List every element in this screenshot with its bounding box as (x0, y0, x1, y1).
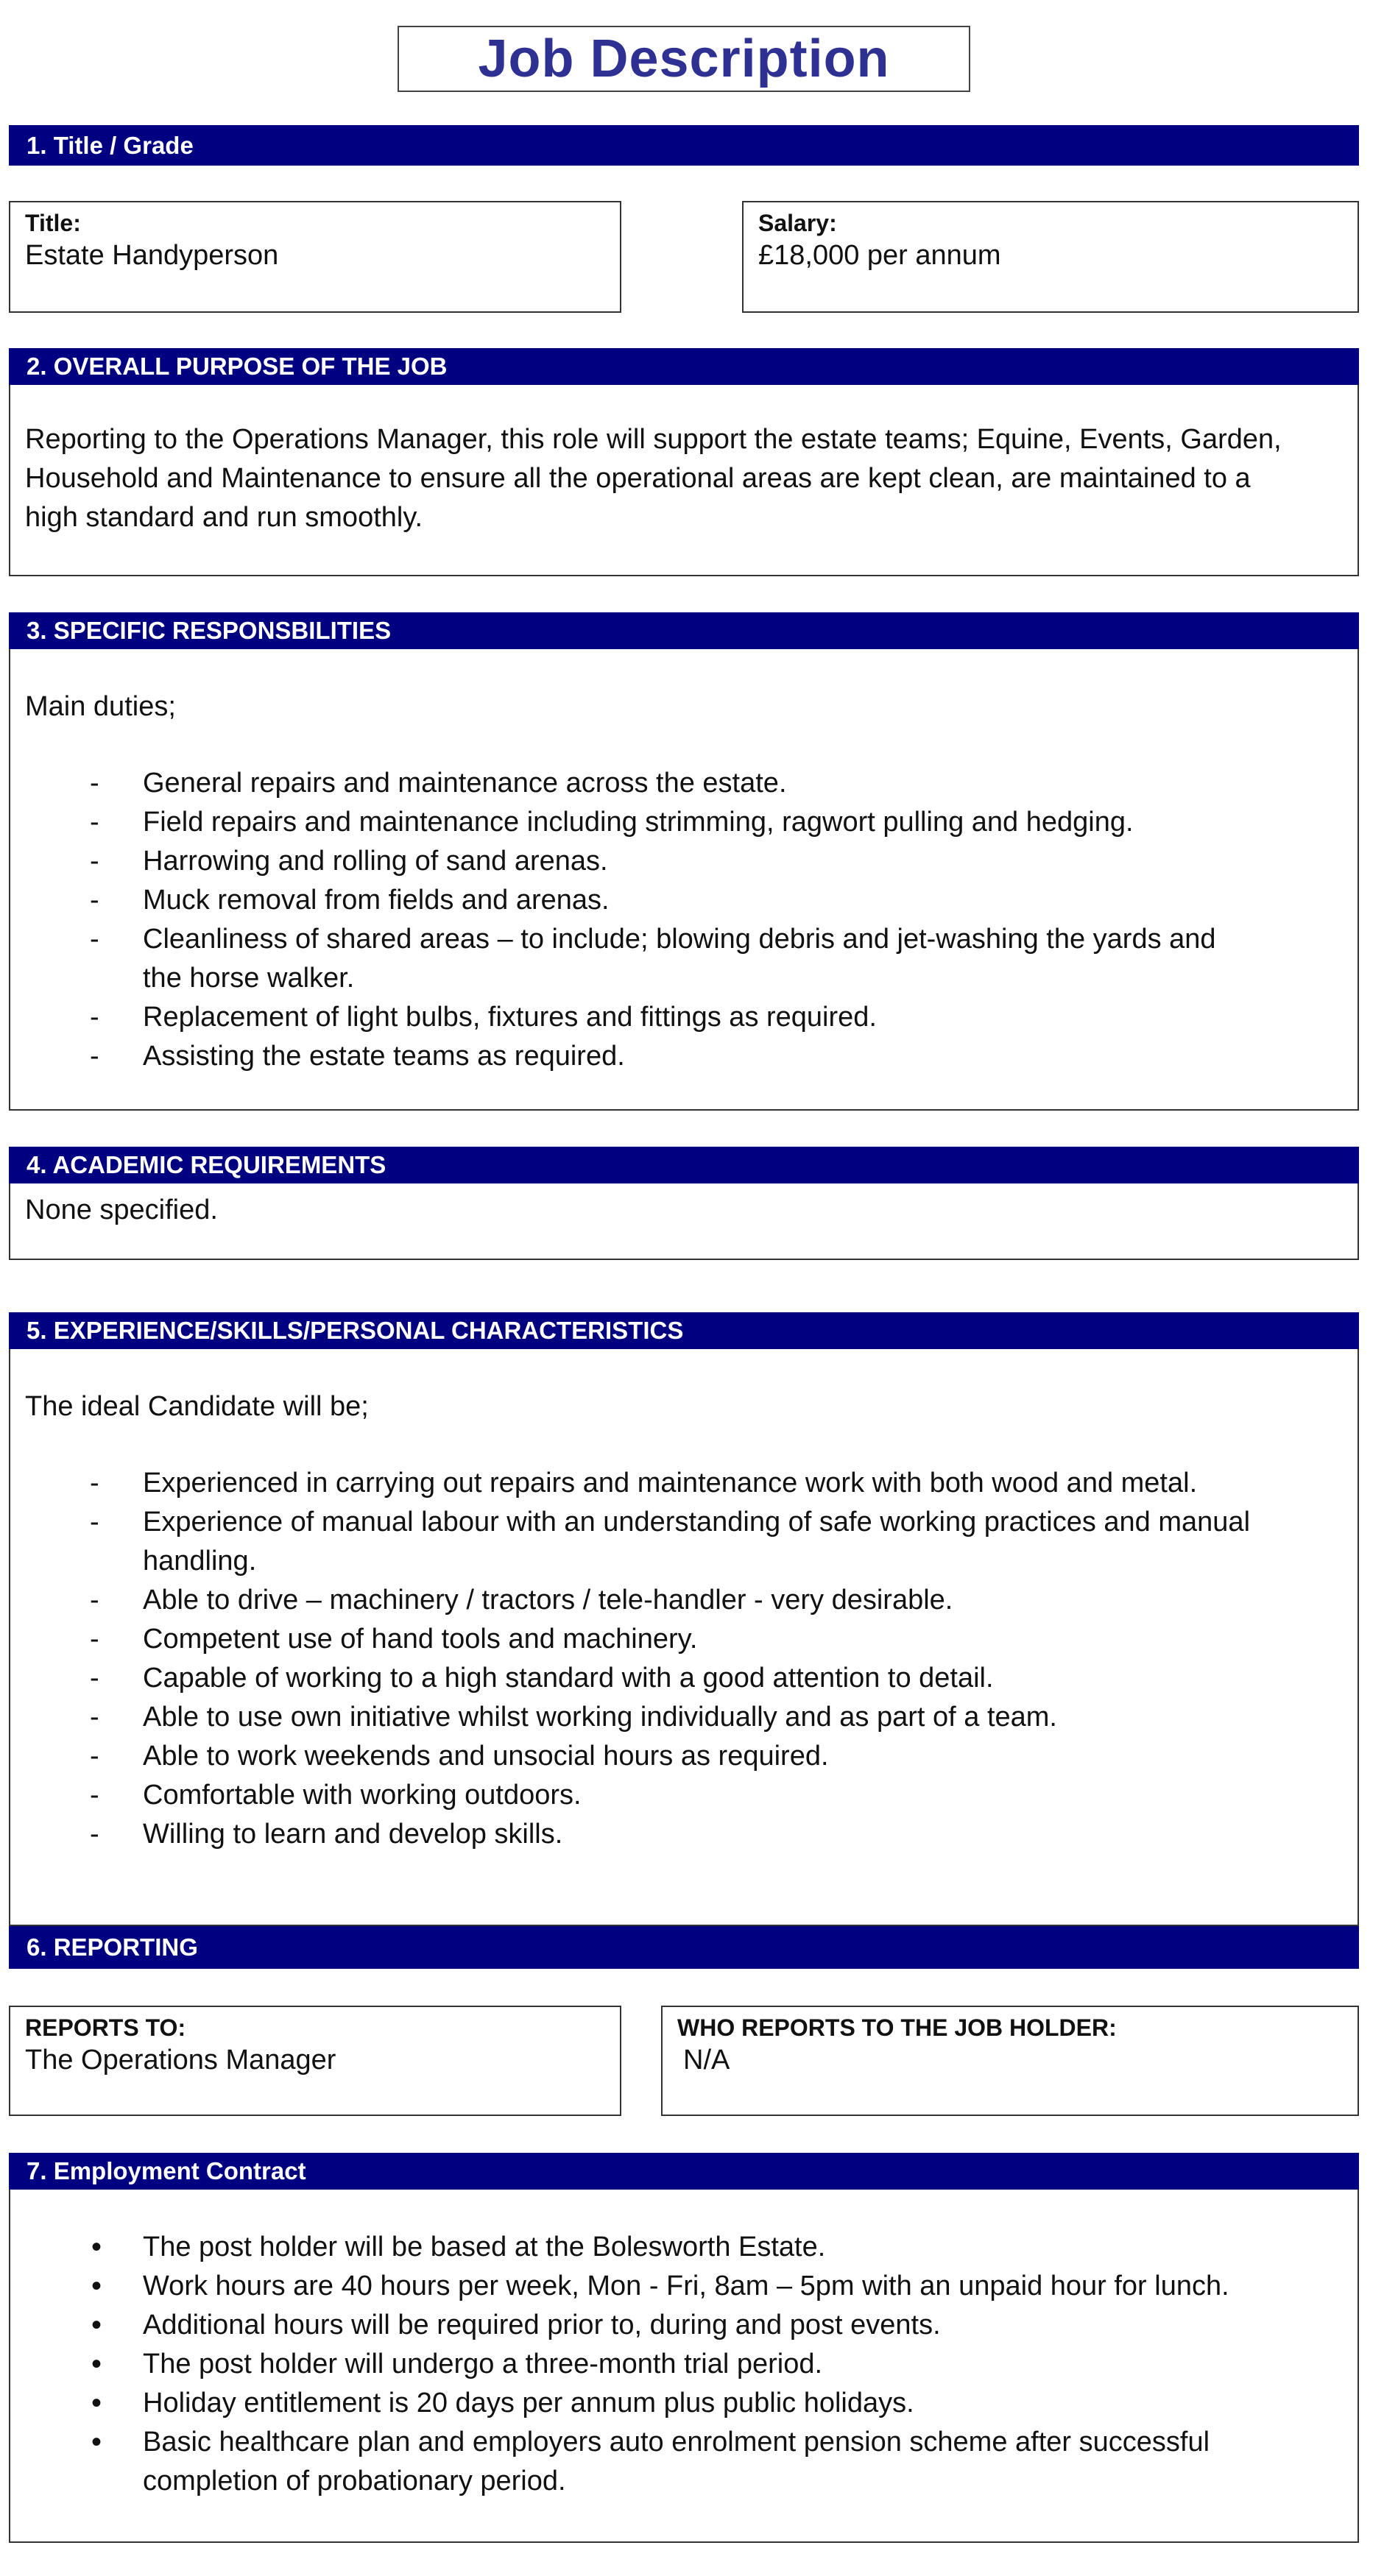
list-item: - Assisting the estate teams as required. (25, 1037, 1262, 1076)
reports-to-value: The Operations Manager (25, 2045, 336, 2076)
title-field-box (9, 201, 621, 313)
who-reports-label: WHO REPORTS TO THE JOB HOLDER: (677, 2014, 1117, 2041)
section-7-header-text: 7. Employment Contract (27, 2157, 306, 2184)
list-item: - Able to work weekends and unsocial hours as required. (25, 1737, 1262, 1776)
list-item: - Willing to learn and develop skills. (25, 1815, 1262, 1854)
list-item: • Work hours are 40 hours per week, Mon - Fri, 8am – 5pm with an unpaid hour for lunch. (25, 2267, 1262, 2306)
title-value: Estate Handyperson (25, 240, 279, 271)
section-5-header-text: 5. EXPERIENCE/SKILLS/PERSONAL CHARACTERISTICS (27, 1317, 684, 1344)
list-item: - Field repairs and maintenance including strimming, ragwort pulling and hedging. (25, 803, 1262, 842)
list-item: • Holiday entitlement is 20 days per annum plus public holidays. (25, 2384, 1262, 2423)
reports-to-box (9, 2006, 621, 2116)
list-item: - General repairs and maintenance across the estate. (25, 764, 1262, 803)
list-item: • The post holder will be based at the Bolesworth Estate. (25, 2228, 1262, 2267)
experience-box (9, 1349, 1359, 1926)
section-3-header (9, 612, 1359, 649)
reports-to-label: REPORTS TO: (25, 2014, 186, 2041)
salary-value: £18,000 per annum (758, 240, 1001, 271)
document-title: Job Description (478, 29, 890, 88)
document-title-box (398, 26, 970, 92)
list-item: - Capable of working to a high standard with a good attention to detail. (25, 1659, 1262, 1698)
section-5-header (9, 1312, 1359, 1349)
list-item: • Additional hours will be required prior to, during and post events. (25, 2306, 1262, 2345)
who-reports-box (661, 2006, 1359, 2116)
section-7-header (9, 2153, 1359, 2190)
section-2-header-text: 2. OVERALL PURPOSE OF THE JOB (27, 353, 448, 380)
list-item: - Comfortable with working outdoors. (25, 1776, 1262, 1815)
section-3-header-text: 3. SPECIFIC RESPONSBILITIES (27, 617, 392, 644)
list-item: - Cleanliness of shared areas – to include; blowing debris and jet-washing the yards and the horse walker. (25, 920, 1262, 998)
experience-list (25, 1464, 1262, 1854)
academic-box (9, 1183, 1359, 1260)
section-1-header (9, 125, 1359, 166)
employment-box (9, 2190, 1359, 2543)
purpose-line: Household and Maintenance to ensure all the operational areas are kept clean, are maintained to a (25, 463, 1251, 494)
responsibilities-box (9, 649, 1359, 1111)
employment-list (25, 2228, 1262, 2501)
purpose-box (9, 385, 1359, 576)
list-item: • The post holder will undergo a three-month trial period. (25, 2345, 1262, 2384)
list-item: - Competent use of hand tools and machinery. (25, 1620, 1262, 1659)
section-4-header-text: 4. ACADEMIC REQUIREMENTS (27, 1151, 386, 1178)
section-2-header (9, 348, 1359, 385)
list-item: - Harrowing and rolling of sand arenas. (25, 842, 1262, 881)
section-4-header (9, 1147, 1359, 1183)
list-item: - Able to use own initiative whilst working individually and as part of a team. (25, 1698, 1262, 1737)
purpose-line: Reporting to the Operations Manager, this role will support the estate teams; Equine, Events, Garden, (25, 424, 1282, 455)
list-item: - Muck removal from fields and arenas. (25, 881, 1262, 920)
title-label: Title: (25, 210, 81, 236)
list-item: - Able to drive – machinery / tractors / tele-handler - very desirable. (25, 1581, 1262, 1620)
list-item: - Experienced in carrying out repairs and maintenance work with both wood and metal. (25, 1464, 1262, 1503)
section-1-header-text: 1. Title / Grade (27, 131, 194, 159)
purpose-line: high standard and run smoothly. (25, 502, 423, 533)
responsibilities-list (25, 764, 1262, 1076)
section-6-header (9, 1926, 1359, 1969)
salary-label: Salary: (758, 210, 837, 236)
experience-intro: The ideal Candidate will be; (25, 1391, 369, 1422)
list-item: • Basic healthcare plan and employers auto enrolment pension scheme after successful completion of probationary period. (25, 2423, 1262, 2501)
list-item: - Replacement of light bulbs, fixtures and fittings as required. (25, 998, 1262, 1037)
salary-field-box (742, 201, 1359, 313)
academic-text: None specified. (25, 1195, 218, 1225)
list-item: - Experience of manual labour with an understanding of safe working practices and manual handling. (25, 1503, 1262, 1581)
section-6-header-text: 6. REPORTING (27, 1933, 198, 1961)
responsibilities-intro: Main duties; (25, 691, 176, 722)
who-reports-value: N/A (683, 2045, 730, 2076)
